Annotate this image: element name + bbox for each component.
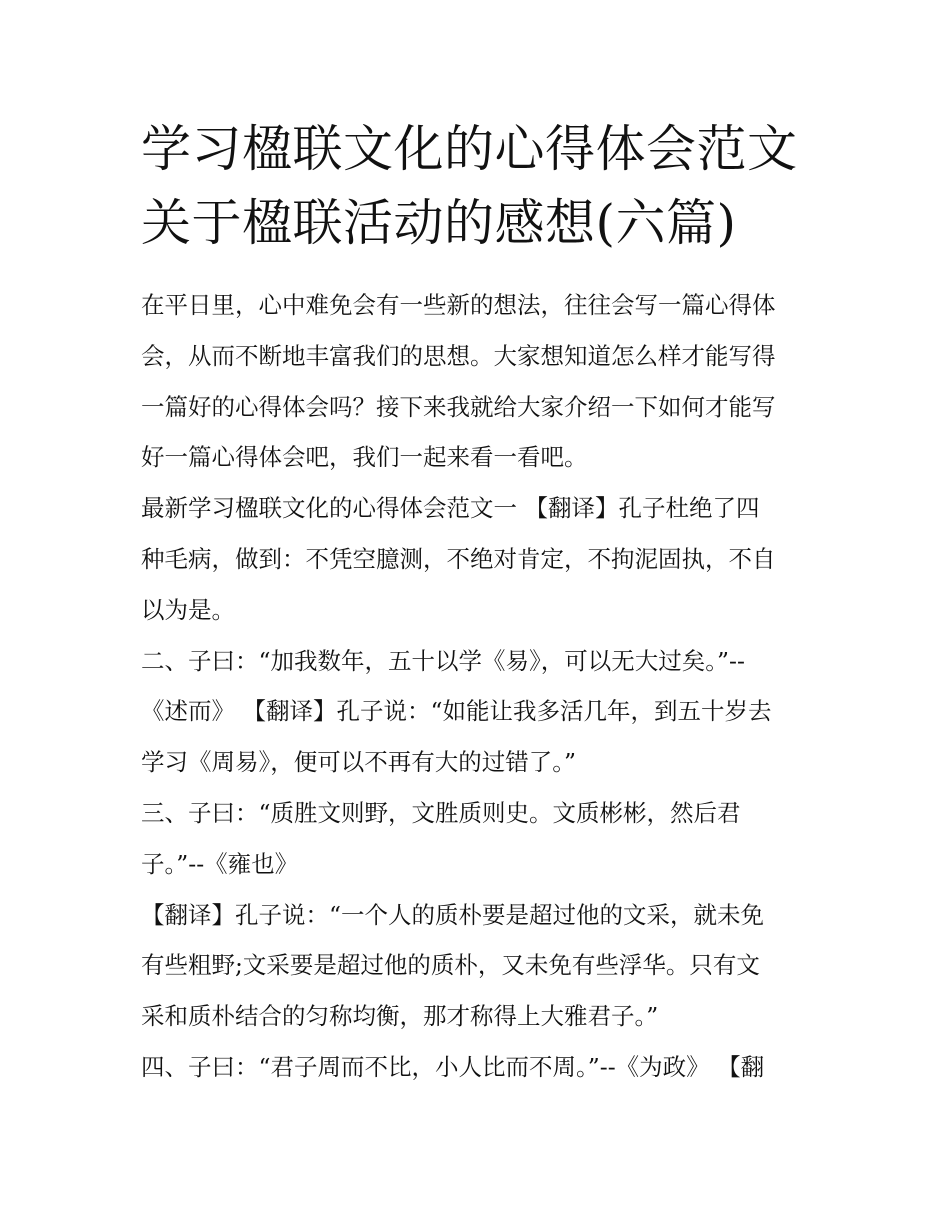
body-line: 有些粗野;文采要是超过他的质朴，又未免有些浮华。只有文: [141, 951, 760, 980]
body-line: 在平日里，心中难免会有一些新的想法，往往会写一篇心得体: [141, 291, 776, 319]
body-line: 四、子曰：“君子周而不比，小人比而不周。”--《为政》 【翻: [141, 1052, 765, 1081]
body-line: 最新学习楹联文化的心得体会范文一 【翻译】孔子杜绝了四: [141, 494, 760, 523]
title-line: 学习楹联文化的心得体会范文: [141, 120, 798, 178]
body-line: 好一篇心得体会吧，我们一起来看一看吧。: [141, 443, 588, 472]
body-line: 以为是。: [141, 595, 235, 624]
body-line: 一篇好的心得体会吗？接下来我就给大家介绍一下如何才能写: [141, 392, 776, 421]
body-line: 会，从而不断地丰富我们的思想。大家想知道怎么样才能写得: [141, 341, 776, 370]
body-line: 三、子曰：“质胜文则野，文胜质则史。文质彬彬，然后君: [141, 798, 741, 827]
document-title: [141, 112, 821, 260]
title-line: 关于楹联活动的感想(六篇): [141, 194, 737, 252]
body-line: 《述而》 【翻译】孔子说：“如能让我多活几年，到五十岁去: [141, 697, 772, 726]
body-line: 采和质朴结合的匀称均衡，那才称得上大雅君子。”: [141, 1002, 659, 1031]
body-line: 子。”--《雍也》: [141, 849, 299, 878]
body-line: 种毛病，做到：不凭空臆测，不绝对肯定，不拘泥固执，不自: [141, 544, 776, 573]
body-line: 二、子曰：“加我数年，五十以学《易》，可以无大过矣。”--: [141, 646, 745, 675]
document-body: [141, 280, 821, 1093]
body-line: 学习《周易》，便可以不再有大的过错了。”: [141, 748, 577, 777]
body-line: 【翻译】孔子说：“一个人的质朴要是超过他的文采，就未免: [141, 900, 765, 929]
